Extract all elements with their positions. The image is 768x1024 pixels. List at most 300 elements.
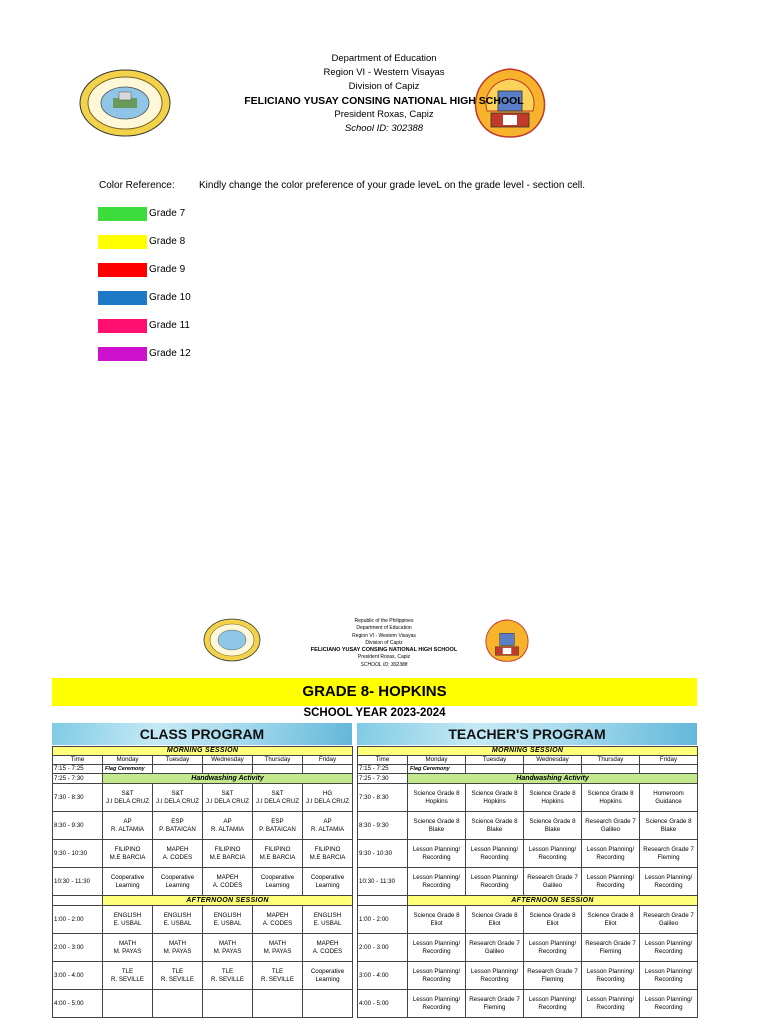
class-program-banner: CLASS PROGRAM	[52, 723, 352, 745]
color-swatch-label: Grade 10	[149, 292, 191, 303]
empty-cell	[153, 765, 203, 774]
schedule-cell	[408, 840, 466, 868]
afternoon-session-label: AFTERNOON SESSION	[103, 896, 353, 906]
schedule-cell	[303, 934, 353, 962]
subject-line: Research Grade 7	[469, 939, 520, 947]
teacher-line: M.E BARCIA	[109, 853, 146, 861]
subject-line: Science Grade 8	[413, 911, 460, 919]
subject-line: Science Grade 8	[471, 911, 518, 919]
subject-line: AP	[323, 817, 332, 825]
schedule-cell	[524, 784, 582, 812]
teacher-line: M.E BARCIA	[259, 853, 296, 861]
subject-line: Lesson Planning/	[470, 873, 519, 881]
teacher-line: Recording	[480, 975, 509, 983]
handwashing-activity-cell: Handwashing Activity	[408, 774, 698, 784]
teacher-line: Recording	[422, 881, 451, 889]
subject-line: FILIPINO	[214, 845, 241, 853]
schedule-cell	[582, 812, 640, 840]
teacher-line: Recording	[538, 947, 567, 955]
time-cell: 7:15 - 7:25	[358, 765, 408, 774]
subject-line: TLE	[121, 967, 134, 975]
schedule-cell	[153, 906, 203, 934]
teacher-line: Learning	[265, 881, 290, 889]
schedule-cell	[466, 962, 524, 990]
teacher-line: R. SEVILLE	[160, 975, 195, 983]
teacher-line: Galileo	[600, 825, 621, 833]
column-header: Friday	[303, 756, 353, 765]
teacher-line: Hopkins	[483, 797, 506, 805]
schedule-cell	[253, 840, 303, 868]
division-name: Division of Capiz	[348, 81, 420, 92]
subject-line: ENGLISH	[213, 911, 242, 919]
schedule-cell	[582, 990, 640, 1018]
teacher-line: P. BATAICAN	[159, 825, 196, 833]
teacher-line: J.I DELA CRUZ	[306, 797, 349, 805]
teacher-line: Recording	[596, 881, 625, 889]
time-cell: 7:15 - 7:25	[53, 765, 103, 774]
subject-line: Lesson Planning/	[470, 845, 519, 853]
time-cell: 4:00 - 5:00	[53, 990, 103, 1018]
teacher-line: Recording	[538, 1003, 567, 1011]
subject-line: Research Grade 7	[643, 911, 694, 919]
teacher-line: J.I DELA CRUZ	[156, 797, 199, 805]
time-cell: 10:30 - 11:30	[358, 868, 408, 896]
teacher-line: P. BATAICAN	[259, 825, 296, 833]
subject-line: AP	[223, 817, 232, 825]
subject-line: Research Grade 7	[527, 967, 578, 975]
schedule-cell	[203, 868, 253, 896]
time-cell: 9:30 - 10:30	[53, 840, 103, 868]
schedule-cell	[524, 868, 582, 896]
subject-line: Science Grade 8	[587, 789, 634, 797]
time-cell: 8:30 - 9:30	[53, 812, 103, 840]
subject-line: Cooperative	[310, 873, 345, 881]
flag-ceremony-cell: Flag Ceremony	[103, 765, 153, 774]
schedule-cell	[253, 784, 303, 812]
schedule-cell	[524, 990, 582, 1018]
school-id-small: SCHOOL ID: 302388	[360, 661, 408, 668]
schedule-cell	[582, 784, 640, 812]
schedule-cell	[640, 906, 698, 934]
teacher-line: A. CODES	[312, 947, 343, 955]
subject-line: TLE	[271, 967, 284, 975]
school-id: School ID: 302388	[344, 123, 424, 134]
schedule-cell	[103, 868, 153, 896]
empty-cell	[466, 765, 524, 774]
subject-line: MAPEH	[266, 911, 289, 919]
empty-cell	[640, 765, 698, 774]
teacher-line: R. ALTAMIA	[210, 825, 245, 833]
subject-line: Lesson Planning/	[586, 995, 635, 1003]
teacher-line: Galileo	[542, 881, 563, 889]
subject-line: Lesson Planning/	[644, 873, 693, 881]
empty-cell	[253, 765, 303, 774]
teacher-line: Fleming	[657, 853, 680, 861]
color-swatch-label: Grade 12	[149, 348, 191, 359]
schedule-cell	[153, 934, 203, 962]
schedule-cell	[408, 934, 466, 962]
subject-line: ENGLISH	[313, 911, 342, 919]
schedule-cell	[640, 812, 698, 840]
teacher-line: Recording	[422, 947, 451, 955]
teacher-line: A. CODES	[162, 853, 193, 861]
teacher-line: Learning	[315, 975, 340, 983]
color-swatch	[98, 319, 147, 333]
teacher-program-banner: TEACHER'S PROGRAM	[357, 723, 697, 745]
subject-line: TLE	[171, 967, 184, 975]
column-header: Monday	[408, 756, 466, 765]
subject-line: S&T	[121, 789, 134, 797]
schedule-cell	[524, 962, 582, 990]
schedule-cell	[466, 784, 524, 812]
subject-line: Science Grade 8	[645, 817, 692, 825]
subject-line: Lesson Planning/	[644, 939, 693, 947]
schedule-cell	[203, 840, 253, 868]
teacher-line: R. SEVILLE	[110, 975, 145, 983]
teacher-line: Fleming	[483, 1003, 506, 1011]
schedule-cell	[408, 868, 466, 896]
teacher-line: Eliot	[604, 919, 617, 927]
schedule-cell	[103, 990, 153, 1018]
schedule-cell	[640, 784, 698, 812]
subject-line: AP	[123, 817, 132, 825]
teacher-line: R. SEVILLE	[260, 975, 295, 983]
grade-section-title: GRADE 8- HOPKINS	[52, 678, 697, 706]
teacher-line: Blake	[544, 825, 561, 833]
subject-line: S&T	[221, 789, 234, 797]
schedule-cell	[253, 812, 303, 840]
subject-line: Lesson Planning/	[412, 995, 461, 1003]
subject-line: Lesson Planning/	[528, 939, 577, 947]
schedule-cell	[153, 868, 203, 896]
school-address: President Roxas, Capiz	[334, 109, 434, 120]
schedule-cell	[203, 934, 253, 962]
subject-line: ENGLISH	[113, 911, 142, 919]
schedule-cell	[640, 934, 698, 962]
time-cell: 7:30 - 8:30	[358, 784, 408, 812]
teacher-line: M. PAYAS	[163, 947, 192, 955]
teacher-line: Recording	[538, 853, 567, 861]
schedule-cell	[203, 962, 253, 990]
school-address-small: President Roxas, Capiz	[357, 654, 411, 661]
color-swatch-label: Grade 8	[149, 236, 186, 247]
teacher-line: Hopkins	[425, 797, 448, 805]
teacher-line: Recording	[596, 853, 625, 861]
subject-line: Lesson Planning/	[470, 967, 519, 975]
time-cell: 2:00 - 3:00	[358, 934, 408, 962]
teacher-line: J.I DELA CRUZ	[106, 797, 149, 805]
teacher-line: Eliot	[430, 919, 443, 927]
schedule-cell	[153, 962, 203, 990]
teacher-line: Fleming	[541, 975, 564, 983]
color-swatch-label: Grade 7	[149, 208, 186, 219]
color-swatch	[98, 347, 147, 361]
division-name-small: Division of Capiz	[365, 639, 403, 646]
subject-line: MATH	[218, 939, 237, 947]
teacher-line: M. PAYAS	[213, 947, 242, 955]
subject-line: Lesson Planning/	[586, 873, 635, 881]
teacher-line: Learning	[165, 881, 190, 889]
subject-line: Lesson Planning/	[412, 939, 461, 947]
schedule-cell	[303, 784, 353, 812]
subject-line: Research Grade 7	[585, 939, 636, 947]
schedule-cell	[466, 934, 524, 962]
teacher-line: Recording	[654, 947, 683, 955]
subject-line: Lesson Planning/	[412, 845, 461, 853]
teacher-line: Blake	[428, 825, 445, 833]
teacher-program-table	[357, 746, 698, 1018]
subject-line: FILIPINO	[314, 845, 341, 853]
subject-line: ESP	[271, 817, 284, 825]
time-cell: 3:00 - 4:00	[53, 962, 103, 990]
column-header: Wednesday	[203, 756, 253, 765]
color-swatch	[98, 263, 147, 277]
subject-line: S&T	[271, 789, 284, 797]
subject-line: Homeroom	[653, 789, 684, 797]
column-header: Tuesday	[153, 756, 203, 765]
color-swatch-row	[98, 319, 298, 333]
teacher-line: M. PAYAS	[113, 947, 142, 955]
subject-line: Lesson Planning/	[586, 845, 635, 853]
subject-line: MATH	[168, 939, 187, 947]
schedule-cell	[153, 812, 203, 840]
time-cell: 10:30 - 11:30	[53, 868, 103, 896]
teacher-line: A. CODES	[262, 919, 293, 927]
schedule-cell	[103, 934, 153, 962]
schedule-cell	[303, 906, 353, 934]
time-cell: 1:00 - 2:00	[53, 906, 103, 934]
schedule-cell	[466, 868, 524, 896]
time-cell: 4:00 - 5:00	[358, 990, 408, 1018]
teacher-line: Fleming	[599, 947, 622, 955]
time-cell: 8:30 - 9:30	[358, 812, 408, 840]
subject-line: Science Grade 8	[413, 789, 460, 797]
dept-name: Department of Education	[331, 53, 437, 64]
teacher-line: Hopkins	[599, 797, 622, 805]
teacher-line: Recording	[480, 853, 509, 861]
schedule-cell	[582, 934, 640, 962]
schedule-cell	[253, 990, 303, 1018]
handwashing-activity-cell: Handwashing Activity	[103, 774, 353, 784]
schedule-cell	[582, 868, 640, 896]
schedule-cell	[466, 840, 524, 868]
color-swatch-row	[98, 235, 298, 249]
subject-line: Lesson Planning/	[528, 845, 577, 853]
flag-ceremony-cell: Flag Ceremony	[408, 765, 466, 774]
schedule-cell	[303, 962, 353, 990]
schedule-cell	[466, 906, 524, 934]
subject-line: Science Grade 8	[529, 817, 576, 825]
time-cell: 7:25 - 7:30	[53, 774, 103, 784]
schedule-cell	[103, 906, 153, 934]
column-header: Thursday	[253, 756, 303, 765]
schedule-cell	[253, 868, 303, 896]
teacher-line: Galileo	[658, 919, 679, 927]
teacher-line: M.E BARCIA	[309, 853, 346, 861]
afternoon-session-label: AFTERNOON SESSION	[408, 896, 698, 906]
schedule-cell	[103, 962, 153, 990]
teacher-line: Recording	[422, 853, 451, 861]
subject-line: Science Grade 8	[529, 911, 576, 919]
schedule-cell	[303, 812, 353, 840]
time-cell: 7:25 - 7:30	[358, 774, 408, 784]
schedule-cell	[524, 840, 582, 868]
teacher-line: Blake	[660, 825, 677, 833]
teacher-line: E. USBAL	[313, 919, 342, 927]
subject-line: MAPEH	[216, 873, 239, 881]
schedule-cell	[203, 906, 253, 934]
schedule-cell	[466, 812, 524, 840]
color-swatch-label: Grade 9	[149, 264, 186, 275]
document-header	[0, 52, 768, 136]
schedule-cell	[103, 812, 153, 840]
teacher-line: M. PAYAS	[263, 947, 292, 955]
schedule-cell	[524, 934, 582, 962]
schedule-cell	[153, 840, 203, 868]
schedule-cell	[640, 840, 698, 868]
teacher-line: Learning	[315, 881, 340, 889]
time-cell: 3:00 - 4:00	[358, 962, 408, 990]
teacher-line: Blake	[486, 825, 503, 833]
teacher-line: Recording	[654, 881, 683, 889]
color-swatch-row	[98, 291, 298, 305]
schedule-cell	[253, 906, 303, 934]
column-header: Time	[358, 756, 408, 765]
subject-line: ESP	[171, 817, 184, 825]
subject-line: Cooperative	[110, 873, 145, 881]
school-name-small: FELICIANO YUSAY CONSING NATIONAL HIGH SCHOOL	[310, 647, 458, 654]
subject-line: S&T	[171, 789, 184, 797]
schedule-cell	[582, 906, 640, 934]
subject-line: Science Grade 8	[471, 789, 518, 797]
schedule-cell	[303, 990, 353, 1018]
teacher-line: J.I DELA CRUZ	[256, 797, 299, 805]
subject-line: Lesson Planning/	[644, 967, 693, 975]
color-swatch	[98, 235, 147, 249]
empty-cell	[358, 896, 408, 906]
subject-line: Lesson Planning/	[528, 995, 577, 1003]
region-name: Region VI - Western Visayas	[323, 67, 445, 78]
subject-line: Science Grade 8	[471, 817, 518, 825]
schedule-cell	[203, 990, 253, 1018]
schedule-cell	[524, 906, 582, 934]
color-swatch-row	[98, 207, 298, 221]
column-header: Thursday	[582, 756, 640, 765]
schedule-cell	[203, 784, 253, 812]
column-header: Wednesday	[524, 756, 582, 765]
color-reference	[99, 180, 585, 191]
color-reference-label: Color Reference:	[99, 180, 175, 191]
column-header: Friday	[640, 756, 698, 765]
empty-cell	[582, 765, 640, 774]
subject-line: FILIPINO	[114, 845, 141, 853]
teacher-line: Hopkins	[541, 797, 564, 805]
color-reference-note: Kindly change the color preference of your grade leveL on the grade level - section cell.	[199, 180, 585, 191]
region-name-small: Region VI - Western Visayas	[352, 632, 416, 639]
schedule-cell	[582, 840, 640, 868]
subject-line: Research Grade 7	[469, 995, 520, 1003]
subject-line: Research Grade 7	[527, 873, 578, 881]
teacher-line: Galileo	[484, 947, 505, 955]
teacher-line: Learning	[115, 881, 140, 889]
schedule-cell	[640, 990, 698, 1018]
school-name: FELICIANO YUSAY CONSING NATIONAL HIGH SCHOOL	[244, 95, 524, 107]
teacher-line: A. CODES	[212, 881, 243, 889]
subject-line: Cooperative	[260, 873, 295, 881]
color-swatch-label: Grade 11	[149, 320, 190, 331]
column-header: Tuesday	[466, 756, 524, 765]
teacher-line: Eliot	[546, 919, 559, 927]
empty-cell	[303, 765, 353, 774]
teacher-line: Recording	[596, 975, 625, 983]
time-cell: 1:00 - 2:00	[358, 906, 408, 934]
schedule-cell	[203, 812, 253, 840]
teacher-line: R. SEVILLE	[210, 975, 245, 983]
subject-line: Research Grade 7	[585, 817, 636, 825]
teacher-line: Recording	[422, 975, 451, 983]
schedule-cell	[640, 868, 698, 896]
teacher-line: J.I DELA CRUZ	[206, 797, 249, 805]
schedule-cell	[582, 962, 640, 990]
subject-line: MAPEH	[166, 845, 189, 853]
schedule-cell	[640, 962, 698, 990]
schedule-cell	[103, 784, 153, 812]
school-year: SCHOOL YEAR 2023-2024	[303, 707, 446, 719]
schedule-cell	[408, 812, 466, 840]
morning-session-label: MORNING SESSION	[53, 747, 353, 756]
subject-line: Lesson Planning/	[586, 967, 635, 975]
republic-name: Republic of the Philippines	[354, 618, 414, 624]
morning-session-label: MORNING SESSION	[358, 747, 698, 756]
subject-line: Science Grade 8	[413, 817, 460, 825]
teacher-line: Recording	[654, 1003, 683, 1011]
teacher-line: E. USBAL	[213, 919, 242, 927]
schedule-cell	[303, 840, 353, 868]
teacher-line: Eliot	[488, 919, 501, 927]
empty-cell	[524, 765, 582, 774]
schedule-cell	[408, 784, 466, 812]
teacher-line: E. USBAL	[163, 919, 192, 927]
subject-line: FILIPINO	[264, 845, 291, 853]
subject-line: TLE	[221, 967, 234, 975]
teacher-line: Recording	[596, 1003, 625, 1011]
schedule-cell	[153, 990, 203, 1018]
color-swatch	[98, 291, 147, 305]
schedule-cell	[524, 812, 582, 840]
schedule-cell	[253, 962, 303, 990]
subject-line: Science Grade 8	[529, 789, 576, 797]
schedule-cell	[303, 868, 353, 896]
teacher-line: M.E BARCIA	[209, 853, 246, 861]
schedule-cell	[253, 934, 303, 962]
empty-cell	[53, 896, 103, 906]
document-header-small	[0, 618, 768, 669]
color-swatch-row	[98, 347, 298, 361]
time-cell: 7:30 - 8:30	[53, 784, 103, 812]
schedule-cell	[408, 962, 466, 990]
column-header: Time	[53, 756, 103, 765]
color-swatch	[98, 207, 147, 221]
teacher-line: Recording	[654, 975, 683, 983]
schedule-cell	[153, 784, 203, 812]
schedule-cell	[103, 840, 153, 868]
subject-line: MAPEH	[316, 939, 339, 947]
schedule-cell	[408, 906, 466, 934]
time-cell: 9:30 - 10:30	[358, 840, 408, 868]
schedule-cell	[408, 990, 466, 1018]
subject-line: Lesson Planning/	[412, 873, 461, 881]
teacher-line: Guidance	[655, 797, 682, 805]
